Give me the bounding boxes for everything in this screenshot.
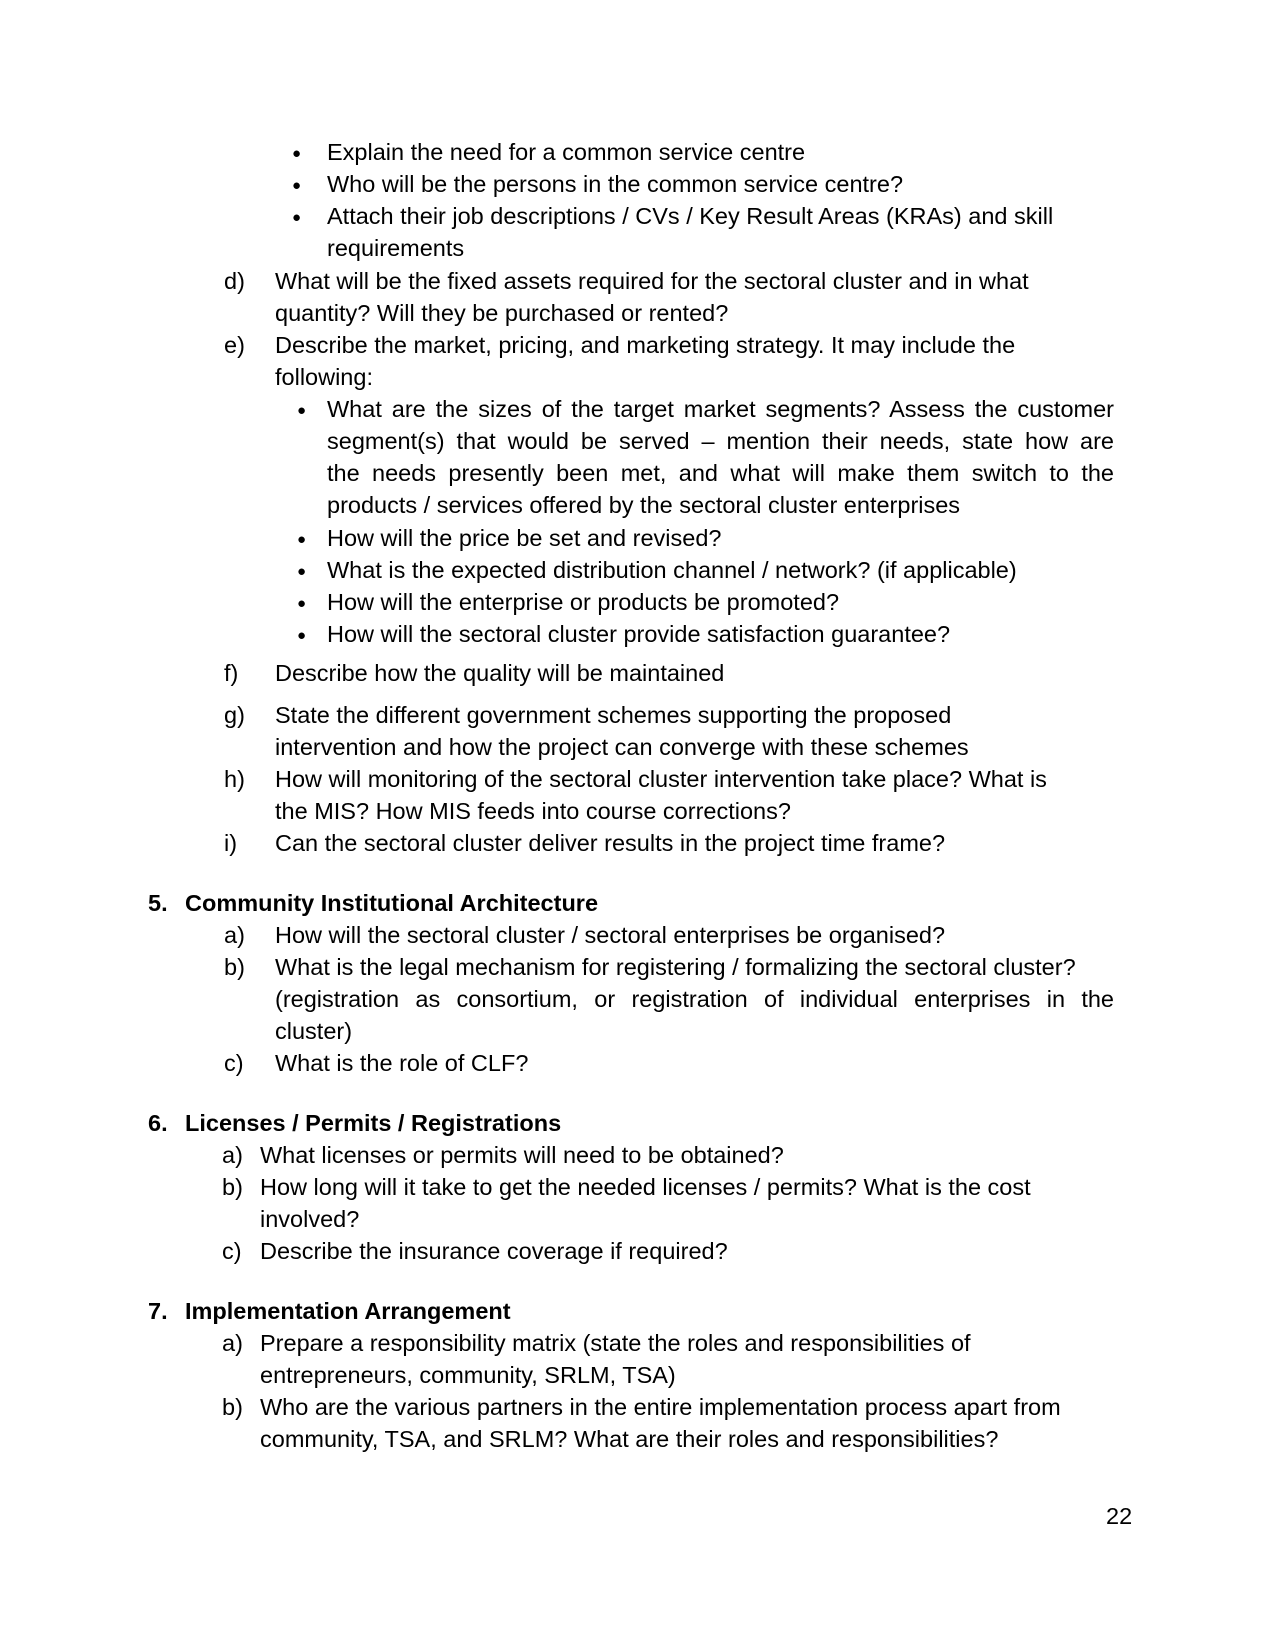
item-label: f): [224, 660, 239, 686]
item-label: h): [224, 766, 245, 792]
item-label: b): [222, 1174, 243, 1200]
bullet-icon: ●: [297, 402, 307, 419]
item-line: intervention and how the project can converge with these schemes: [275, 734, 969, 760]
bullet-icon: ●: [292, 177, 302, 194]
section-number: 7.: [148, 1298, 168, 1324]
item-label: b): [224, 954, 245, 980]
item-line: the MIS? How MIS feeds into course corrections?: [275, 798, 791, 824]
bullet-icon: ●: [292, 145, 302, 162]
item-line: What will be the fixed assets required for the sectoral cluster and in what: [275, 268, 1029, 294]
item-label: c): [222, 1238, 242, 1264]
item-line: Can the sectoral cluster deliver results in the project time frame?: [275, 830, 946, 856]
item-label: i): [224, 830, 238, 856]
item-line: cluster): [275, 1018, 353, 1044]
item-line: quantity? Will they be purchased or rented?: [275, 300, 729, 326]
item-line: entrepreneurs, community, SRLM, TSA): [260, 1362, 676, 1388]
item-line: What is the legal mechanism for registering / formalizing the sectoral cluster?: [275, 954, 1076, 980]
item-line: following:: [275, 364, 373, 390]
item-label: b): [222, 1394, 243, 1420]
bullet-line: products / services offered by the sectoral cluster enterprises: [327, 492, 961, 518]
bullet-icon: ●: [292, 209, 302, 226]
item-line: What licenses or permits will need to be obtained?: [260, 1142, 784, 1168]
item-label: a): [224, 922, 245, 948]
item-line: involved?: [260, 1206, 360, 1232]
section-title: Community Institutional Architecture: [185, 890, 599, 916]
bullet-line: How will the sectoral cluster provide satisfaction guarantee?: [327, 621, 951, 647]
bullet-line: requirements: [327, 235, 465, 261]
bullet-line: What are the sizes of the target market segments? Assess the customer: [327, 396, 1114, 422]
item-line: Describe how the quality will be maintained: [275, 660, 725, 686]
item-label: e): [224, 332, 245, 358]
item-line: How will the sectoral cluster / sectoral enterprises be organised?: [275, 922, 946, 948]
item-line: Prepare a responsibility matrix (state the roles and responsibilities of: [260, 1330, 971, 1356]
section-number: 6.: [148, 1110, 168, 1136]
item-line: How long will it take to get the needed licenses / permits? What is the cost: [260, 1174, 1031, 1200]
bullet-line: Explain the need for a common service centre: [327, 139, 806, 165]
item-label: a): [222, 1142, 243, 1168]
bullet-line: What is the expected distribution channel / network? (if applicable): [327, 557, 1017, 583]
bullet-line: the needs presently been met, and what will make them switch to the: [327, 460, 1114, 486]
item-label: d): [224, 268, 245, 294]
bullet-icon: ●: [297, 563, 307, 580]
bullet-line: How will the enterprise or products be promoted?: [327, 589, 840, 615]
item-label: g): [224, 702, 245, 728]
bullet-icon: ●: [297, 595, 307, 612]
page-number: 22: [1106, 1503, 1133, 1529]
section-number: 5.: [148, 890, 168, 916]
section-title: Licenses / Permits / Registrations: [185, 1110, 562, 1136]
item-line: What is the role of CLF?: [275, 1050, 529, 1076]
item-line: (registration as consortium, or registration of individual enterprises in the: [275, 986, 1114, 1012]
bullet-line: Attach their job descriptions / CVs / Key Result Areas (KRAs) and skill: [327, 203, 1054, 229]
item-line: How will monitoring of the sectoral cluster intervention take place? What is: [275, 766, 1047, 792]
bullet-icon: ●: [297, 531, 307, 548]
section-title: Implementation Arrangement: [185, 1298, 511, 1324]
item-line: Who are the various partners in the entire implementation process apart from: [260, 1394, 1061, 1420]
bullet-icon: ●: [297, 627, 307, 644]
item-line: Describe the market, pricing, and marketing strategy. It may include the: [275, 332, 1016, 358]
bullet-line: Who will be the persons in the common service centre?: [327, 171, 904, 197]
item-line: community, TSA, and SRLM? What are their roles and responsibilities?: [260, 1426, 999, 1452]
item-label: a): [222, 1330, 243, 1356]
bullet-line: segment(s) that would be served – mention their needs, state how are: [327, 428, 1114, 454]
bullet-line: How will the price be set and revised?: [327, 525, 722, 551]
item-line: State the different government schemes supporting the proposed: [275, 702, 952, 728]
item-line: Describe the insurance coverage if required?: [260, 1238, 728, 1264]
item-label: c): [224, 1050, 244, 1076]
